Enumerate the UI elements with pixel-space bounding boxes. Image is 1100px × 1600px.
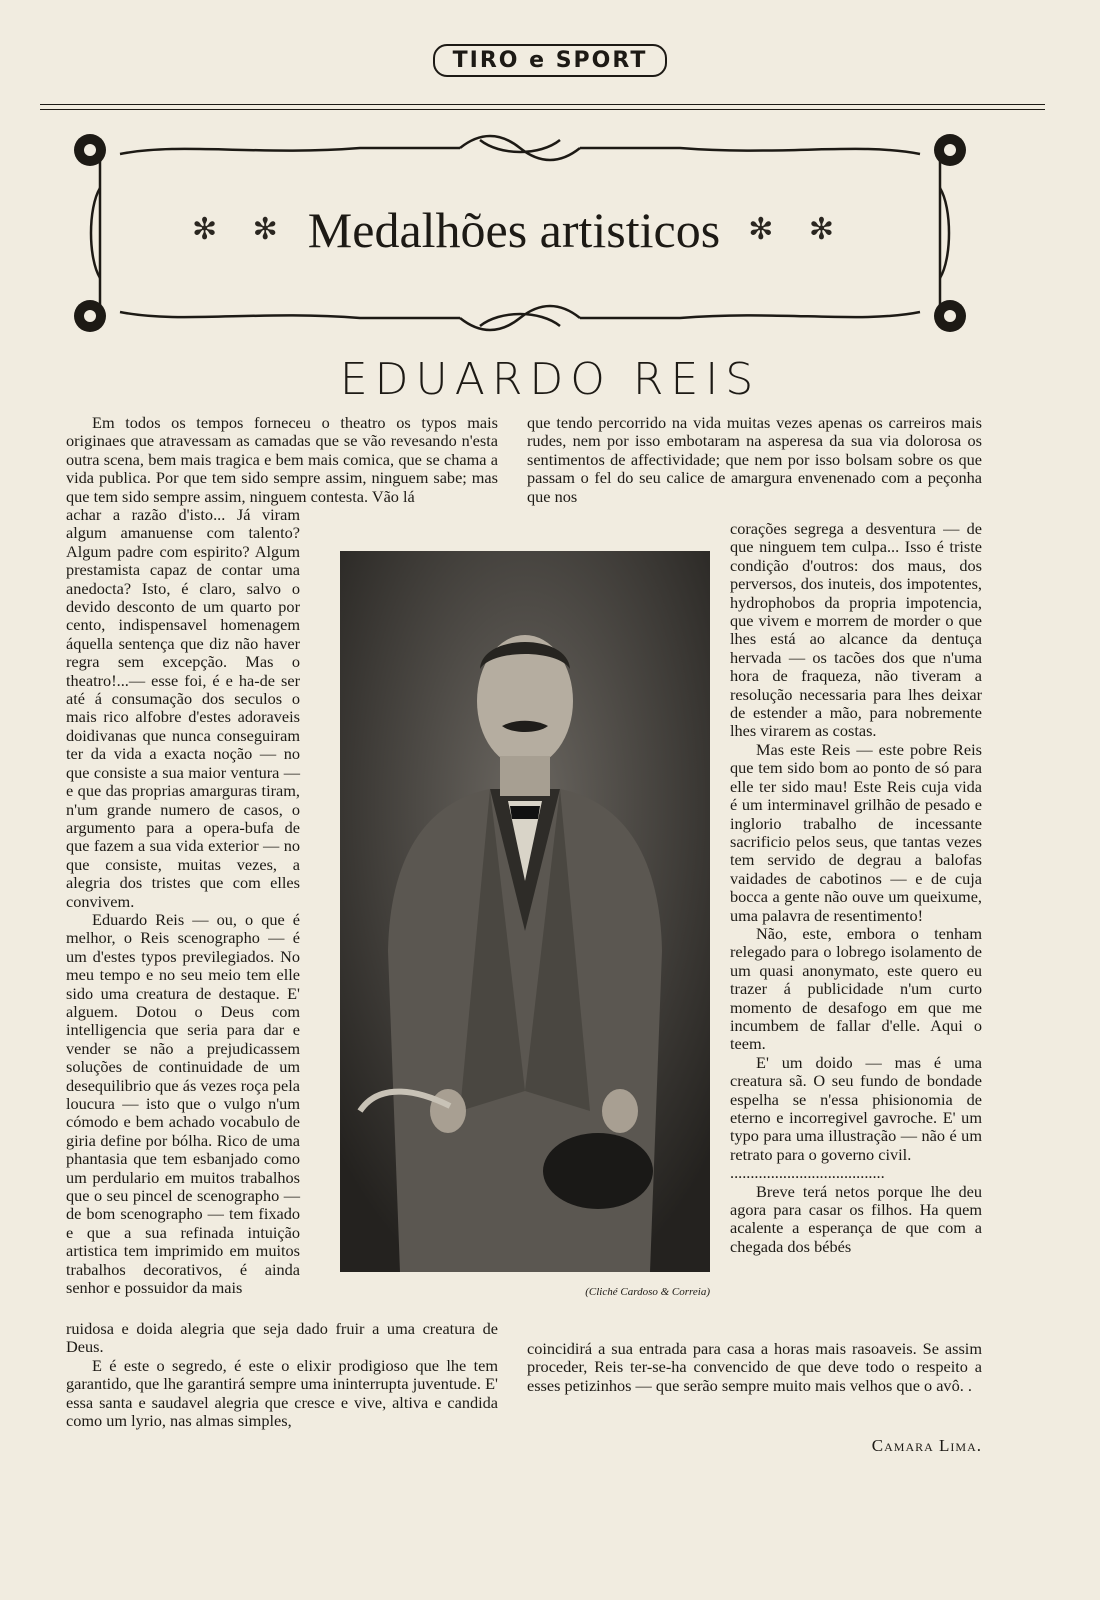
paragraph: E' um doido — mas é uma creatura sã. O seu fundo de bondade espelha se n'essa phisionomia de eterno e incorregivel gavroche. E' um typo para uma illustração — não é um retrato para o governo civil. bbox=[730, 1052, 982, 1164]
right-column-side bbox=[730, 520, 982, 1256]
left-column-side bbox=[66, 506, 300, 1297]
right-column-top bbox=[527, 414, 982, 506]
section-title-line bbox=[60, 200, 980, 260]
photo-credit: (Cliché Cardoso & Correia) bbox=[585, 1286, 710, 1298]
left-column-bottom bbox=[66, 1320, 498, 1430]
paragraph: achar a razão d'isto... Já viram algum amanuense com talento? Algum padre com espirito? Algum prestamista capaz de contar uma anedocta? Isto, é claro, salvo o devido desconto de um quarto por cento, indispensavel homenagem áquella sentença que diz não haver regra sem excepção. Mas o theatro!...— esse foi, é e ha-de ser até á consumação dos seculos o mais rico alfobre d'estes adoraveis doidivanas que nunca conseguiram ter da vida a exacta noção — no que consiste a sua maior ventura — e que das proprias amarguras tiram, n'um grande numero de casos, o argumento para a opera-bufa de que fazem a sua vida exterior — no que consiste, muitas vezes, a alegria dos tristes que com elles convivem. bbox=[66, 505, 300, 911]
paragraph: corações segrega a desventura — de que ninguem tem culpa... Isso é triste condição d'outros: dos maus, dos perversos, dos inuteis, dos impotentes, hydrophobos da propria impotencia, que vivem e morrem de morder o que lhes está ao alcance da dentuça hervada — os tacões dos que n'uma hora de fraqueza, não tiveram a resolução necessaria para lhes deixar de estender a mão, para nobremente lhes virarem as costas. bbox=[730, 519, 982, 741]
top-rule-second bbox=[40, 109, 1045, 110]
masthead bbox=[0, 44, 1100, 77]
paragraph: ruidosa e doida alegria que seja dado fruir a uma creatura de Deus. bbox=[66, 1319, 498, 1357]
section-title: Medalhões artisticos bbox=[307, 202, 721, 258]
ellipsis-divider: ...................................... bbox=[730, 1164, 885, 1183]
section-title-frame bbox=[60, 128, 980, 338]
snowflake-ornament-left-icon: ✻ ✻ bbox=[192, 213, 292, 246]
snowflake-ornament-right-icon: ✻ ✻ bbox=[748, 213, 848, 246]
paragraph: Eduardo Reis — ou, o que é melhor, o Reis scenographo — é um d'estes typos previlegiados. No meu tempo e no seu meio tem elle sido uma creatura de destaque. E' alguem. Dotou o Deus com intelligencia que seria para dar e vender se não a prejudicassem soluções de continuidade de um desequilibrio que ás vezes roça pela loucura — isto que o vulgo n'um cómodo e bem achado vocabulo de giria define por bólha. Rico de uma phantasia que tem esbanjado como um perdulario em muitos trabalhos que o seu pincel de scenographo — de bom scenographo — tem fixado e que a sua refinada intuição artistica tem imprimido em muitos trabalhos decorativos, é ainda senhor e possuidor da mais bbox=[66, 909, 300, 1298]
portrait-figure-icon bbox=[340, 551, 710, 1272]
paragraph: Breve terá netos porque lhe deu agora para casar os filhos. Ha quem acalente a esperança de que com a chegada dos bébés bbox=[730, 1181, 982, 1256]
right-column-bottom bbox=[527, 1340, 982, 1395]
paragraph: Não, este, embora o tenham relegado para o lobrego isolamento de um quasi anonymato, este quero eu trazer á publicidade n'um curto momento de desafogo em que me incumbem de fallar d'elle. Aqui o teem. bbox=[730, 923, 982, 1054]
left-column-top bbox=[66, 414, 498, 506]
top-rule bbox=[40, 104, 1045, 105]
portrait-photo bbox=[340, 551, 710, 1272]
paragraph: Mas este Reis — este pobre Reis que tem sido bom ao ponto de só para elle ter sido mau! Este Reis cuja vida é um interminavel grilhão de pesado e inglorio trabalho de incessante sacrificio pelos seus, que tantas vezes tem servido de degrau a balofas vaidades de cabotinos — e de cuja bocca a gente não ouve um queixume, uma palavra de resentimento! bbox=[730, 739, 982, 925]
paragraph: E é este o segredo, é este o elixir prodigioso que lhe tem garantido, que lhe garantirá sempre uma ininterrupta juventude. E' essa santa e saudavel alegria que cresce e vive, altiva e candida como um lyrio, nas almas simples, bbox=[66, 1355, 498, 1431]
paragraph: que tendo percorrido na vida muitas vezes apenas os carreiros mais rudes, nem por isso embotaram na asperesa da sua via dolorosa os sentimentos de affectividade; que nem por isso bolsam sobre os que passam o fel do seu calice de amargura envenenado com a peçonha que nos bbox=[527, 413, 982, 506]
author-signature: Camara Lima. bbox=[871, 1436, 982, 1455]
paragraph: coincidirá a sua entrada para casa a horas mais rasoaveis. Se assim proceder, Reis ter-se-ha convencido de que deve todo o respeito a esses petizinhos — que serão sempre muito mais velhos que o avô. . bbox=[527, 1339, 982, 1395]
paragraph: Em todos os tempos forneceu o theatro os typos mais originaes que atravessam as camadas que se vão revesando n'esta outra scena, bem mais tragica e bem mais comica, que se chama a vida publica. Por que tem sido sempre assim, ninguem sabe; mas que tem sido sempre assim, ninguem contesta. Vão lá bbox=[66, 413, 498, 506]
masthead-logo: TIRO e SPORT bbox=[433, 44, 668, 77]
article-headline: EDUARDO REIS bbox=[339, 354, 761, 405]
